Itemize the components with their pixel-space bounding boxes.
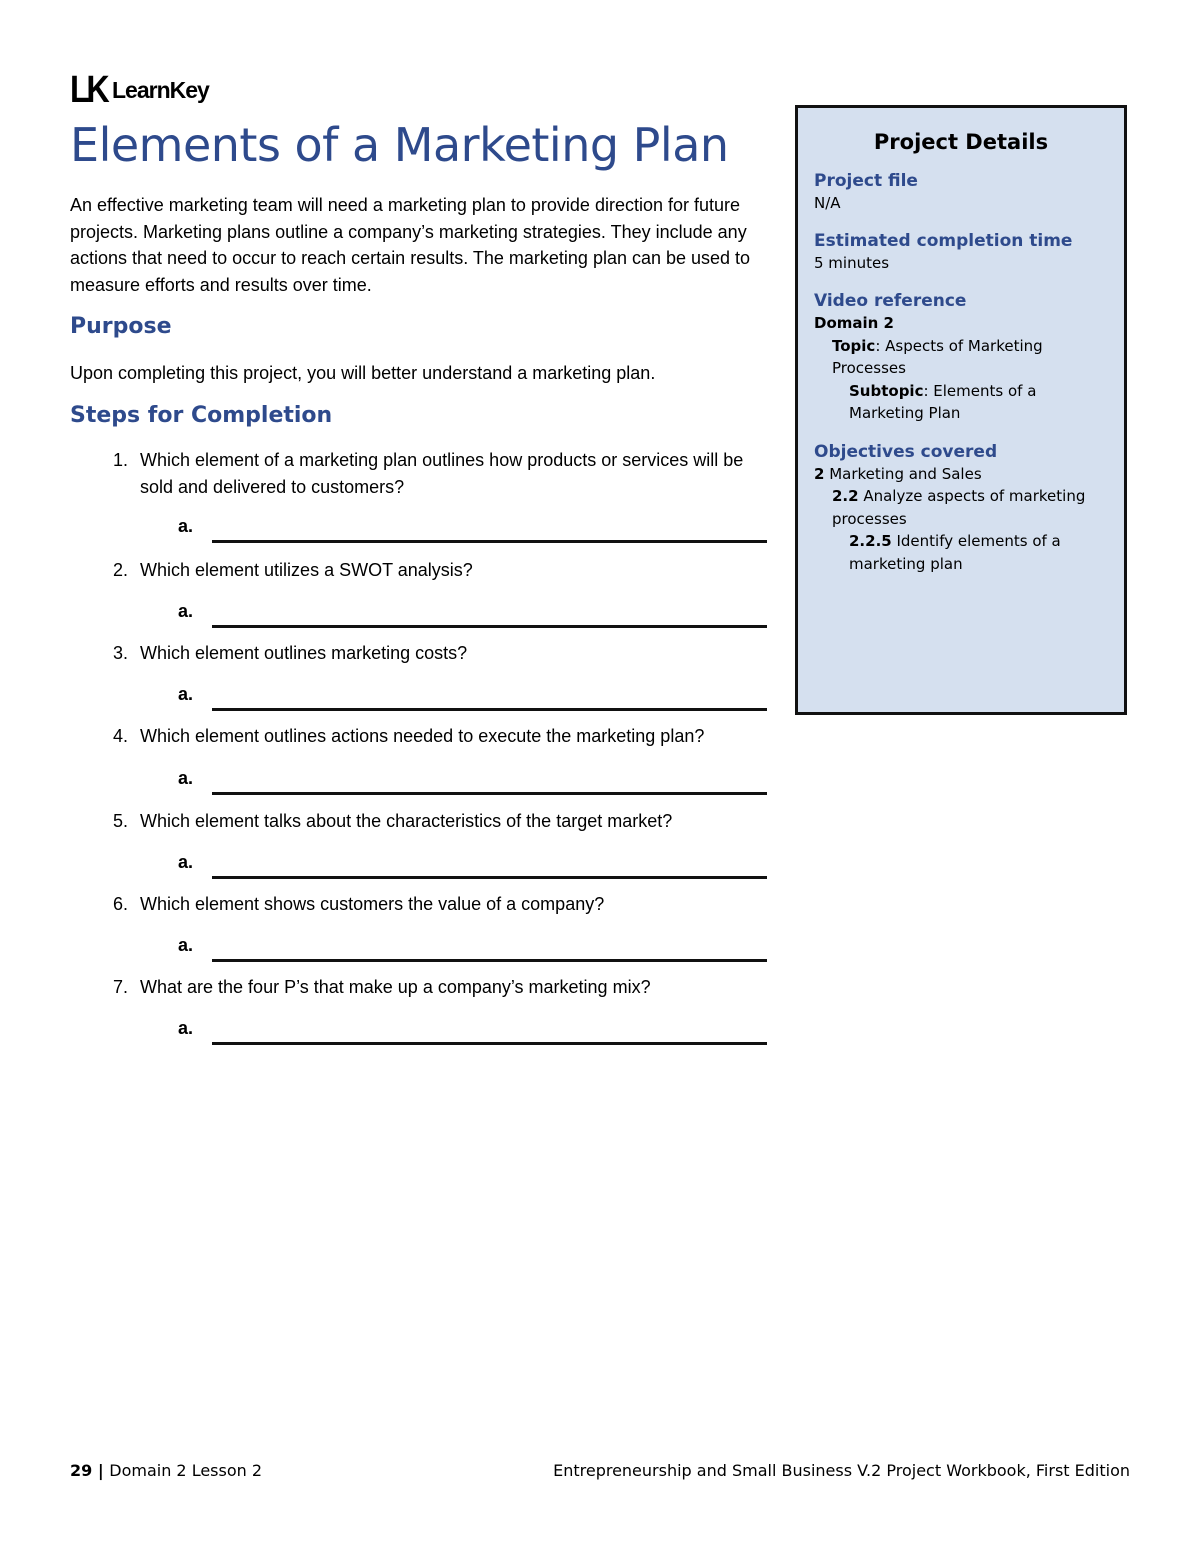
answer-line[interactable] xyxy=(212,876,767,879)
step-number: 6. xyxy=(112,894,128,914)
footer-lesson: Domain 2 Lesson 2 xyxy=(109,1461,263,1480)
answer-field[interactable] xyxy=(178,934,767,956)
step-7 xyxy=(100,974,765,1038)
answer-field[interactable] xyxy=(178,767,767,789)
page-title: Elements of a Marketing Plan xyxy=(70,118,729,172)
step-2 xyxy=(100,557,765,621)
step-question: Which element outlines actions needed to execute the marketing plan? xyxy=(140,726,705,746)
step-question: Which element talks about the characteristics of the target market? xyxy=(140,811,673,831)
completion-time-value: 5 minutes xyxy=(814,254,890,272)
step-question: Which element shows customers the value of a company? xyxy=(140,894,605,914)
answer-field[interactable] xyxy=(178,851,767,873)
logo-text: LearnKey xyxy=(112,76,209,103)
step-number: 7. xyxy=(112,977,128,997)
objective-3-text: Identify elements of a marketing plan xyxy=(849,532,1061,573)
topic-value: : Aspects of Marketing Processes xyxy=(832,336,1043,377)
step-number: 1. xyxy=(112,450,128,470)
footer-page-info xyxy=(70,1460,262,1482)
answer-line[interactable] xyxy=(212,708,767,711)
footer-separator: | xyxy=(92,1461,110,1480)
answer-field[interactable] xyxy=(178,1017,767,1039)
objective-2-num: 2.2 xyxy=(832,487,859,505)
video-topic xyxy=(814,335,1108,380)
answer-label: a. xyxy=(178,601,194,621)
answer-label: a. xyxy=(178,852,194,872)
objective-1 xyxy=(814,463,1108,486)
answer-line[interactable] xyxy=(212,792,767,795)
details-title: Project Details xyxy=(873,130,1049,154)
answer-field[interactable] xyxy=(178,515,767,537)
step-question: What are the four P’s that make up a company’s marketing mix? xyxy=(140,977,651,997)
step-question: Which element of a marketing plan outlines how products or services will be sold and delivered to customers? xyxy=(140,450,744,497)
objective-1-num: 2 xyxy=(814,464,825,483)
page-number: 29 xyxy=(70,1461,93,1480)
step-5 xyxy=(100,808,765,872)
topic-label: Topic xyxy=(832,336,876,355)
objective-2 xyxy=(814,485,1108,530)
subtopic-label: Subtopic xyxy=(849,381,924,400)
step-number: 2. xyxy=(112,560,128,580)
answer-line[interactable] xyxy=(212,540,767,543)
purpose-text: Upon completing this project, you will better understand a marketing plan. xyxy=(70,363,656,383)
step-number: 5. xyxy=(112,811,128,831)
logo-mark: LK xyxy=(70,69,107,111)
intro-paragraph: An effective marketing team will need a marketing plan to provide direction for future projects. Marketing plans outline a company’s marketing strategies. They include any actions that need to occur to reach certain results. The marketing plan can be used to measure efforts and results over time. xyxy=(70,195,751,295)
project-details-box xyxy=(795,105,1127,715)
answer-line[interactable] xyxy=(212,1042,767,1045)
answer-field[interactable] xyxy=(178,683,767,705)
answer-label: a. xyxy=(178,768,194,788)
step-3 xyxy=(100,640,765,704)
answer-field[interactable] xyxy=(178,600,767,622)
answer-line[interactable] xyxy=(212,625,767,628)
purpose-heading: Purpose xyxy=(70,314,172,339)
answer-label: a. xyxy=(178,516,194,536)
answer-label: a. xyxy=(178,935,194,955)
completion-time-label: Estimated completion time xyxy=(814,231,1073,251)
objective-3 xyxy=(814,530,1108,575)
objective-1-text: Marketing and Sales xyxy=(824,464,982,483)
project-file-value: N/A xyxy=(814,194,841,212)
steps-heading: Steps for Completion xyxy=(70,403,333,428)
video-subtopic xyxy=(814,380,1108,425)
step-4 xyxy=(100,723,765,788)
subtopic-value: : Elements of a Marketing Plan xyxy=(849,381,1037,422)
answer-line[interactable] xyxy=(212,959,767,962)
video-reference-label: Video reference xyxy=(814,291,967,311)
answer-label: a. xyxy=(178,684,194,704)
objective-3-num: 2.2.5 xyxy=(849,532,892,550)
objectives-label: Objectives covered xyxy=(814,441,998,462)
learnkey-logo xyxy=(70,69,209,111)
step-1 xyxy=(100,447,765,536)
answer-label: a. xyxy=(178,1018,194,1038)
step-number: 3. xyxy=(112,643,128,663)
step-6 xyxy=(100,891,765,955)
step-number: 4. xyxy=(112,726,128,746)
video-domain: Domain 2 xyxy=(814,314,894,332)
step-question: Which element utilizes a SWOT analysis? xyxy=(140,560,473,580)
step-question: Which element outlines marketing costs? xyxy=(140,643,468,663)
footer-book-title: Entrepreneurship and Small Business V.2 Project Workbook, First Edition xyxy=(553,1461,1130,1480)
project-file-label: Project file xyxy=(814,171,918,191)
objective-2-text: Analyze aspects of marketing processes xyxy=(832,487,1086,528)
